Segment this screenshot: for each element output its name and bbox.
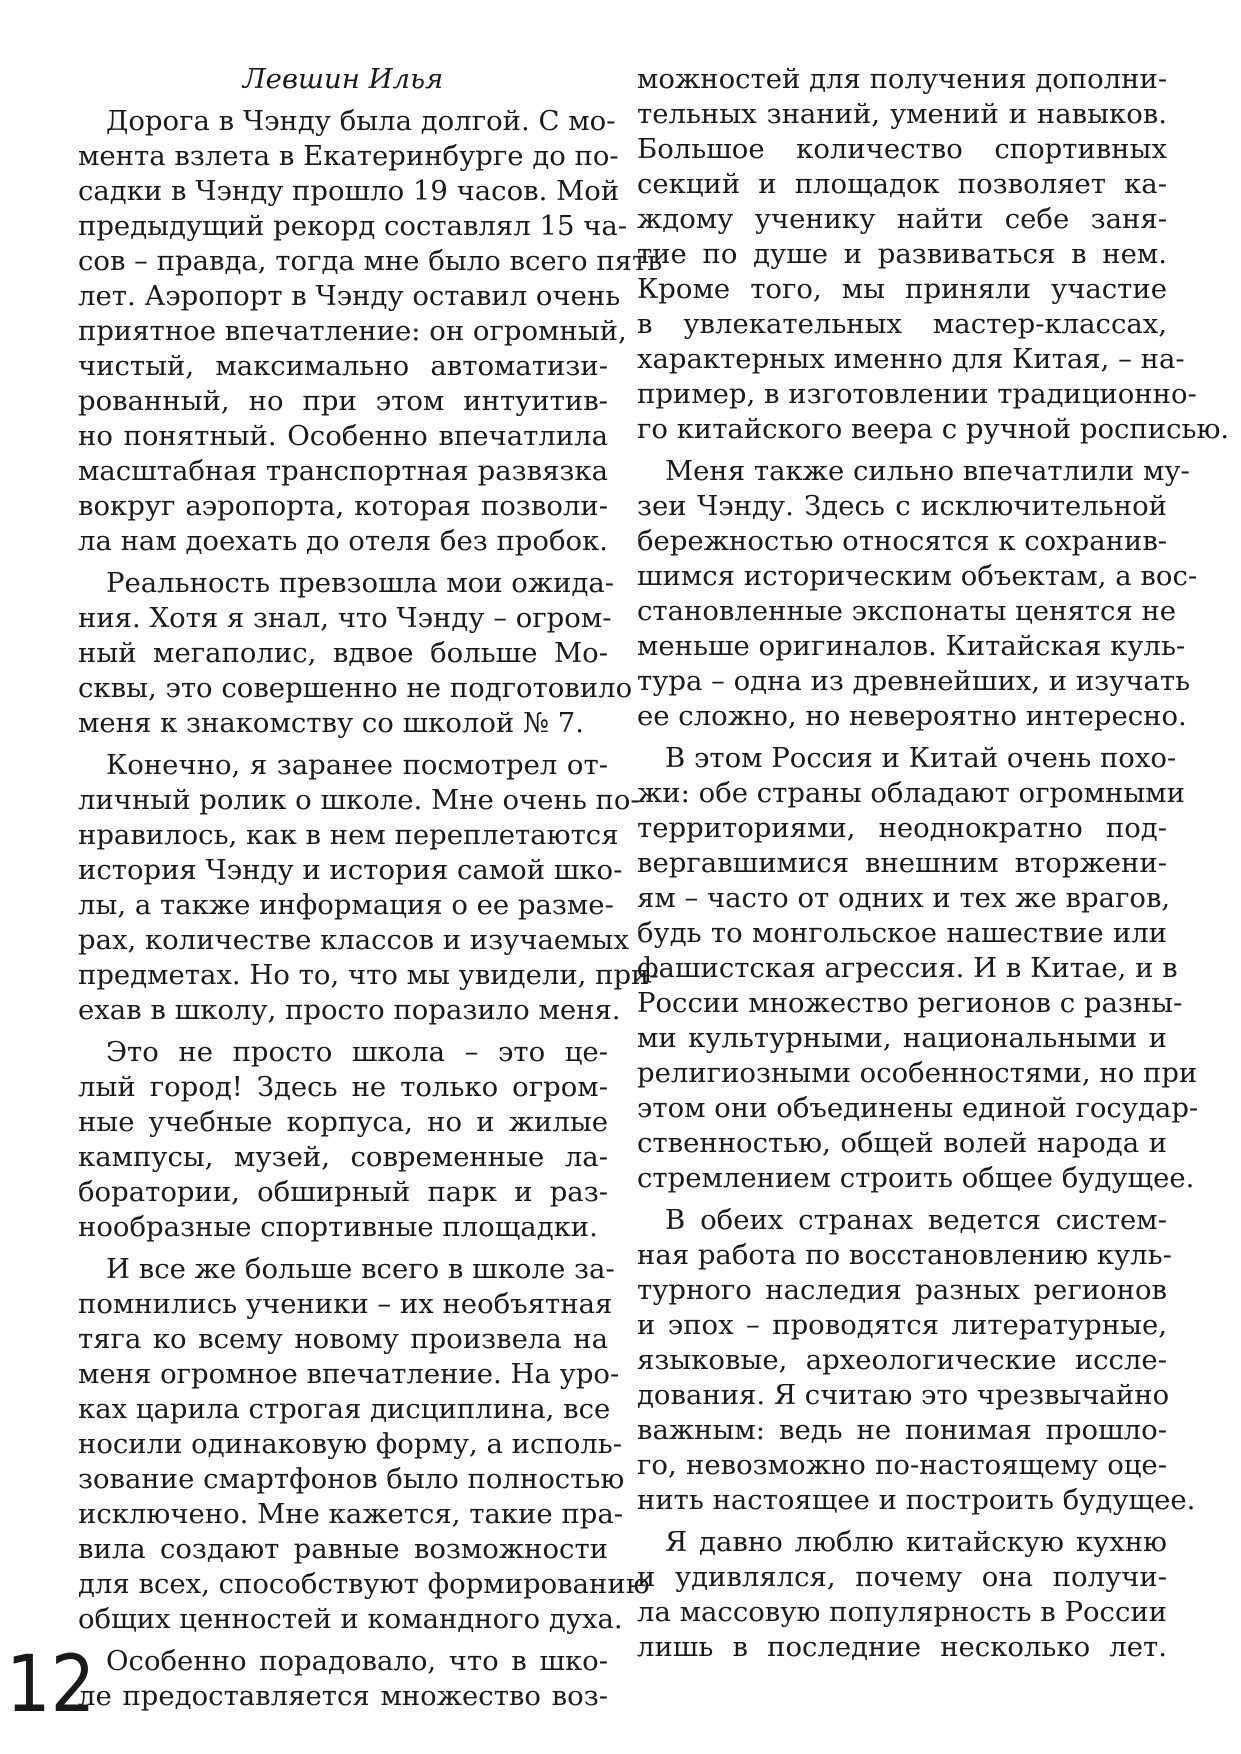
text-line: становленные экспонаты ценятся не <box>637 595 1177 627</box>
text-line: садки в Чэнду прошло 19 часов. Мой <box>78 175 620 207</box>
text-line: мента взлета в Екатеринбурге до по- <box>78 140 619 172</box>
text-line: будь то монгольское нашествие или <box>637 917 1167 949</box>
text-line: ми культурными, национальными и <box>637 1022 1167 1054</box>
text-line: жи: обе страны обладают огромными <box>637 777 1185 809</box>
text-line: меньше оригиналов. Китайская куль- <box>637 630 1186 662</box>
text-line: Большое количество спортивных <box>637 133 1167 165</box>
text-line: помнились ученики – их необъятная <box>78 1288 613 1320</box>
text-line: Я давно люблю китайскую кухню <box>665 1526 1167 1558</box>
text-line: ле предоставляется множество воз- <box>78 1680 608 1712</box>
paragraph-gap <box>637 734 1167 741</box>
text-line: нообразные спортивные площадки. <box>78 1211 598 1243</box>
text-line: приятное впечатление: он огромный, <box>78 315 627 347</box>
text-line: нравилось, как в нем переплетаются <box>78 819 619 851</box>
text-line: В этом Россия и Китай очень похо- <box>665 742 1177 774</box>
text-line: носили одинаковую форму, а исполь- <box>78 1428 623 1460</box>
text-line: предметах. Но то, что мы увидели, при- <box>78 959 659 991</box>
article-author: Левшин Илья <box>242 63 444 95</box>
text-line: ла массовую популярность в России <box>637 1596 1167 1628</box>
text-line: языковые, археологические иссле- <box>637 1344 1167 1376</box>
text-line: го китайского веера с ручной росписью. <box>637 413 1230 445</box>
text-line: Кроме того, мы приняли участие <box>637 273 1167 305</box>
text-line: В обеих странах ведется систем- <box>665 1204 1167 1236</box>
text-line: вила создают равные возможности <box>78 1533 608 1565</box>
text-line: ный мегаполис, вдвое больше Мо- <box>78 637 608 669</box>
text-line: Конечно, я заранее посмотрел от- <box>106 749 608 781</box>
text-line: ехав в школу, просто поразило меня. <box>78 994 621 1026</box>
text-line: территориями, неоднократно под- <box>637 812 1167 844</box>
text-line: Реальность превзошла мои ожида- <box>106 567 615 599</box>
text-line: тельных знаний, умений и навыков. <box>637 98 1167 130</box>
paragraph-gap <box>637 447 1167 454</box>
text-line: Это не просто школа – это це- <box>106 1036 608 1068</box>
paragraph-gap <box>637 1518 1167 1525</box>
text-line: меня к знакомству со школой № 7. <box>78 707 584 739</box>
text-line: сов – правда, тогда мне было всего пять <box>78 245 663 277</box>
text-line: религиозными особенностями, но при <box>637 1057 1198 1089</box>
text-line: личный ролик о школе. Мне очень по- <box>78 784 640 816</box>
text-line: рованный, но при этом интуитив- <box>78 385 608 417</box>
text-line: предыдущий рекорд составлял 15 ча- <box>78 210 628 242</box>
text-line: ла нам доехать до отеля без пробок. <box>78 525 608 557</box>
text-line: лы, а также информация о ее разме- <box>78 889 614 921</box>
text-line: масштабная транспортная развязка <box>78 455 608 487</box>
paragraph-gap <box>78 1245 608 1252</box>
text-line: меня огромное впечатление. На уро- <box>78 1358 620 1390</box>
text-line: вокруг аэропорта, которая позволи- <box>78 490 608 522</box>
paragraph-gap <box>78 97 608 104</box>
text-line: ждому ученику найти себе заня- <box>637 203 1167 235</box>
paragraph-gap <box>78 1028 608 1035</box>
text-line: тяга ко всему новому произвела на <box>78 1323 608 1355</box>
text-line: вергавшимися внешним вторжени- <box>637 847 1167 879</box>
text-line: лишь в последние несколько лет. <box>637 1631 1167 1663</box>
text-line: этом они объединены единой государ- <box>637 1092 1199 1124</box>
page-number: 12 <box>6 1640 96 1730</box>
text-line: но понятный. Особенно впечатлила <box>78 420 608 452</box>
text-line: бережностью относятся к сохранив- <box>637 525 1168 557</box>
text-line: зеи Чэнду. Здесь с исключительной <box>637 490 1167 522</box>
text-line: зование смартфонов было полностью <box>78 1463 625 1495</box>
text-line: Особенно порадовало, что в шко- <box>106 1645 608 1677</box>
text-line: лый город! Здесь не только огром- <box>78 1071 608 1103</box>
text-line: ная работа по восстановлению куль- <box>637 1239 1172 1271</box>
text-line: и удивлялся, почему она получи- <box>637 1561 1167 1593</box>
text-line: ные учебные корпуса, но и жилые <box>78 1106 608 1138</box>
right-text-column <box>637 62 1230 1665</box>
text-line: тие по душе и развиваться в нем. <box>637 238 1167 270</box>
text-line: кампусы, музей, современные ла- <box>78 1141 608 1173</box>
text-line: рах, количестве классов и изучаемых <box>78 924 629 956</box>
text-line: чистый, максимально автоматизи- <box>78 350 608 382</box>
text-line: и эпох – проводятся литературные, <box>637 1309 1167 1341</box>
text-line: пример, в изготовлении традиционно- <box>637 378 1197 410</box>
text-line: ее сложно, но невероятно интересно. <box>637 700 1187 732</box>
text-line: Дорога в Чэнду была долгой. С мо- <box>106 105 616 137</box>
paragraph-gap <box>78 559 608 566</box>
text-line: общих ценностей и командного духа. <box>78 1603 623 1635</box>
text-line: можностей для получения дополни- <box>637 63 1168 95</box>
text-line: нить настоящее и построить будущее. <box>637 1484 1196 1516</box>
text-line: лет. Аэропорт в Чэнду оставил очень <box>78 280 621 312</box>
text-line: исключено. Мне кажется, такие пра- <box>78 1498 624 1530</box>
text-line: стремлением строить общее будущее. <box>637 1162 1195 1194</box>
text-line: в увлекательных мастер-классах, <box>637 308 1167 340</box>
paragraph-gap <box>78 1637 608 1644</box>
text-line: история Чэнду и история самой шко- <box>78 854 623 886</box>
text-line: Меня также сильно впечатлили му- <box>665 455 1190 487</box>
text-line: сквы, это совершенно не подготовило <box>78 672 633 704</box>
text-line: характерных именно для Китая, – на- <box>637 343 1185 375</box>
text-line: секций и площадок позволяет ка- <box>637 168 1167 200</box>
text-line: ках царила строгая дисциплина, все <box>78 1393 611 1425</box>
text-line: ния. Хотя я знал, что Чэнду – огром- <box>78 602 612 634</box>
text-line: важным: ведь не понимая прошло- <box>637 1414 1167 1446</box>
paragraph-gap <box>78 741 608 748</box>
text-line: тура – одна из древнейших, и изучать <box>637 665 1191 697</box>
text-line: турного наследия разных регионов <box>637 1274 1167 1306</box>
text-line: ям – часто от одних и тех же врагов, <box>637 882 1171 914</box>
left-text-column <box>78 62 663 1714</box>
text-line: шимся историческим объектам, а вос- <box>637 560 1198 592</box>
text-line: боратории, обширный парк и раз- <box>78 1176 608 1208</box>
text-line: фашистская агрессия. И в Китае, и в <box>637 952 1178 984</box>
text-line: ственностью, общей волей народа и <box>637 1127 1167 1159</box>
text-line: И все же больше всего в школе за- <box>106 1253 615 1285</box>
text-line: го, невозможно по-настоящему оце- <box>637 1449 1167 1481</box>
text-line: дования. Я считаю это чрезвычайно <box>637 1379 1170 1411</box>
paragraph-gap <box>637 1196 1167 1203</box>
text-line: для всех, способствуют формированию <box>78 1568 650 1600</box>
text-line: России множество регионов с разны- <box>637 987 1183 1019</box>
